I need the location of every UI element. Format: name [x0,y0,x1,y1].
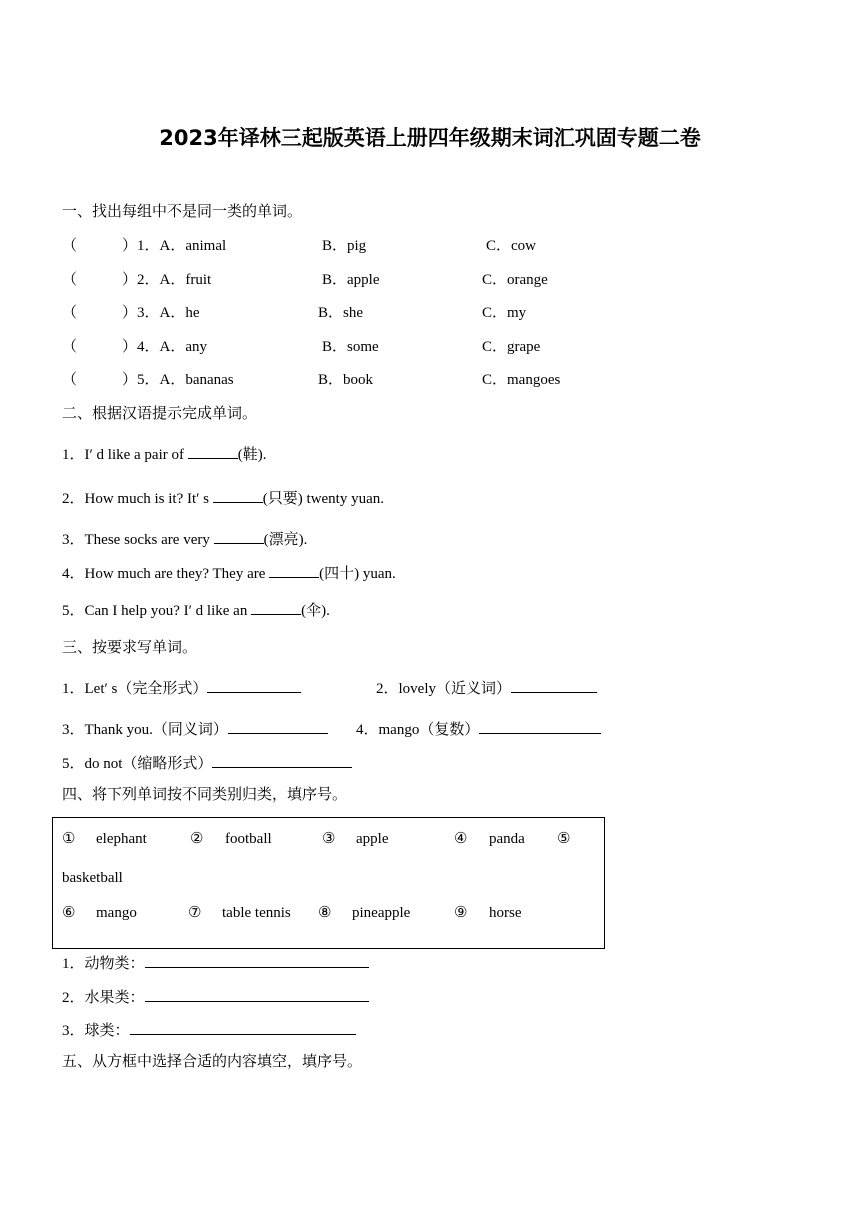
q2-3 [62,527,307,550]
q1-1-option-b: B．pig [322,238,367,254]
word-num-8: ⑧ [318,905,332,921]
q3-5-blank[interactable] [212,751,352,768]
q2-2 [62,486,384,509]
q3-3-blank[interactable] [228,717,328,734]
q1-4-stem: （ ）4．A．any [62,339,207,355]
word-5: basketball [62,870,123,886]
word-2: football [225,831,272,847]
q1-3-option-c: C．my [482,305,527,321]
section-3-heading: 三、按要求写单词。 [62,640,198,656]
q2-1-text: 1．I′ d like a pair of [62,447,188,463]
q3-2-text: 2．lovely（近义词） [376,681,511,697]
q1-2-stem: （ ）2．A．fruit [62,272,212,288]
q2-1-blank[interactable] [188,442,238,459]
word-num-7: ⑦ [188,905,202,921]
q2-5 [62,598,330,621]
q3-1 [62,676,301,699]
word-6: mango [96,905,137,921]
section-2-heading: 二、根据汉语提示完成单词。 [62,406,258,422]
category-fruits [62,985,369,1008]
q2-5-blank[interactable] [251,598,301,615]
category-balls-blank[interactable] [130,1018,356,1035]
section-1-heading: 一、找出每组中不是同一类的单词。 [62,204,303,220]
category-balls-label: 3．球类： [62,1023,130,1039]
q2-2-hint: (只要) twenty yuan. [262,491,385,507]
q1-2-option-b: B．apple [322,272,380,288]
q3-4 [356,717,601,740]
word-9: horse [489,905,522,921]
category-animals-blank[interactable] [145,951,369,968]
q3-3 [62,717,328,740]
word-3: apple [356,831,389,847]
category-fruits-blank[interactable] [145,985,369,1002]
q3-1-blank[interactable] [207,676,301,693]
q1-5-stem: （ ）5．A．bananas [62,372,234,388]
page-title: 2023年译林三起版英语上册四年级期末词汇巩固专题二卷 [159,126,701,150]
q1-3-stem: （ ）3．A．he [62,305,200,321]
q3-5 [62,751,352,774]
q3-4-blank[interactable] [479,717,601,734]
q2-3-hint: (漂亮). [263,532,308,548]
q2-1 [62,442,267,465]
section-4-heading: 四、将下列单词按不同类别归类，填序号。 [62,787,348,803]
category-animals-label: 1．动物类： [62,956,145,972]
section-5-heading: 五、从方框中选择合适的内容填空，填序号。 [62,1054,363,1070]
q2-3-blank[interactable] [214,527,264,544]
word-num-2: ② [190,831,204,847]
q2-4 [62,561,396,584]
word-num-5: ⑤ [557,831,571,847]
word-num-3: ③ [322,831,336,847]
q2-5-text: 5．Can I help you? I′ d like an [62,603,252,619]
q3-5-text: 5．do not（缩略形式） [62,756,213,772]
q2-5-hint: (伞). [301,603,330,619]
q1-1-option-c: C．cow [486,238,536,254]
word-7: table tennis [222,905,291,921]
category-fruits-label: 2．水果类： [62,990,145,1006]
q3-3-text: 3．Thank you.（同义词） [62,722,228,738]
word-8: pineapple [352,905,411,921]
q2-4-text: 4．How much are they? They are [62,566,270,582]
q1-5-option-c: C．mangoes [482,372,561,388]
q2-3-text: 3．These socks are very [62,532,214,548]
q3-1-text: 1．Let′ s（完全形式） [62,681,208,697]
q3-2-blank[interactable] [511,676,597,693]
q2-1-hint: (鞋). [237,447,267,463]
q1-4-option-c: C．grape [482,339,541,355]
word-4: panda [489,831,525,847]
word-1: elephant [96,831,147,847]
word-num-1: ① [62,831,76,847]
q2-4-hint: (四十) yuan. [319,566,396,582]
q3-4-text: 4．mango（复数） [356,722,480,738]
q2-2-text: 2．How much is it? It′ s [62,491,213,507]
word-num-4: ④ [454,831,468,847]
q2-2-blank[interactable] [213,486,263,503]
word-num-6: ⑥ [62,905,76,921]
word-num-9: ⑨ [454,905,468,921]
q1-5-option-b: B．book [318,372,374,388]
q1-2-option-c: C．orange [482,272,548,288]
category-animals [62,951,369,974]
q3-2 [376,676,597,699]
category-balls [62,1018,356,1041]
q1-3-option-b: B．she [318,305,364,321]
q1-4-option-b: B．some [322,339,379,355]
q1-1-stem: （ ）1．A．animal [62,238,227,254]
q2-4-blank[interactable] [269,561,319,578]
